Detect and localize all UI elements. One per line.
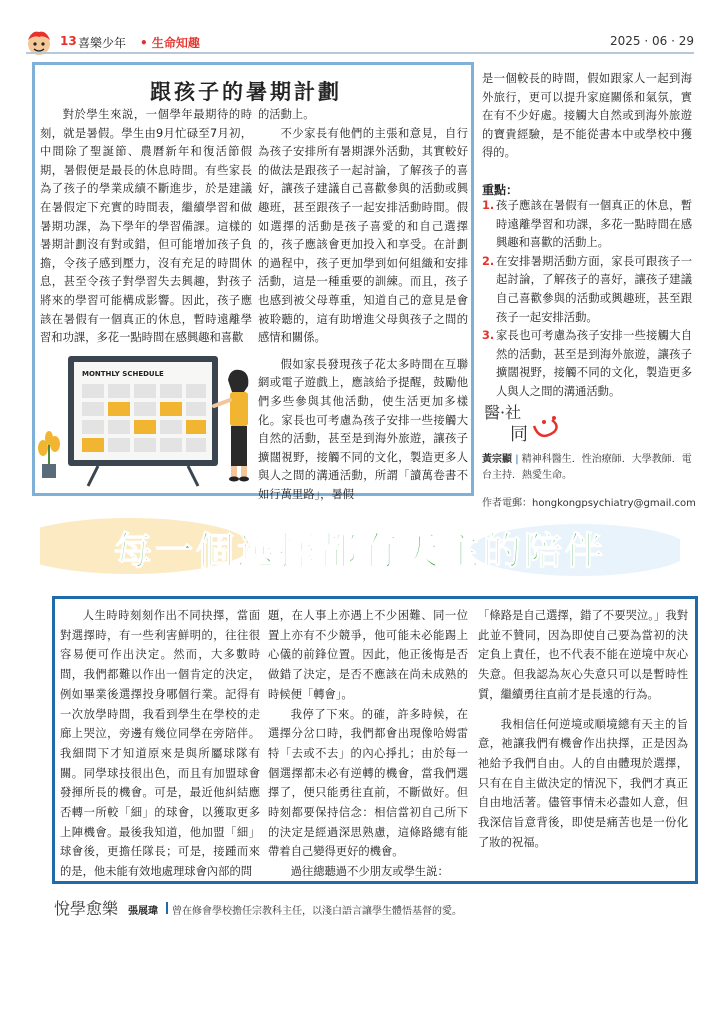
paragraph: 的活動上。	[258, 108, 315, 121]
key-points-list	[482, 197, 692, 402]
svg-text:醫·社: 醫·社	[484, 403, 522, 422]
key-point-number: 2.	[482, 254, 495, 268]
top-article-col1	[40, 106, 252, 348]
top-article-col3	[482, 70, 692, 163]
key-point-number: 3.	[482, 329, 495, 343]
column-logo	[52, 894, 126, 920]
key-point-text: 家長也可考慮為孩子安排一些接觸大自然的活動，甚至是到海外旅遊，讓孩子擴闊視野，接觸不同的文化，製造更多人與人之間的溝通活動。	[496, 329, 692, 398]
paragraph: 我停了下來。的確，許多時候，在選擇分岔口時，我們都會出現像哈姆雷特「去或不去」的內心掙扎；由於每一個選擇都未必有逆轉的機會，當我們選擇了，便只能勇往直前，不斷做好。但時刻都要保持信念：相信當初自己所下的決定是經過深思熟慮，這條路總有能帶着自己變得更好的機會。	[268, 707, 468, 859]
doctor-column-logo	[482, 396, 592, 446]
key-point-text: 在安排暑期活動方面，家長可跟孩子一起討論，了解孩子的喜好，讓孩子建議自己喜歡參與的活動或興趣班，甚至跟孩子一起安排活動。	[496, 254, 692, 324]
paragraph: 題，在人事上亦遇上不少困難、同一位置上亦有不少競爭，他可能未必能踢上心儀的前鋒位置。因此，他正後悔是否做錯了決定，是否不應該在尚未成熟的時候便「轉會」。	[268, 609, 468, 701]
paragraph: 不少家長有他們的主張和意見，自行為孩子安排所有暑期課外活動，其實較好的做法是跟孩子一起討論，了解孩子的喜好，讓孩子建議自己喜歡參與的活動或興趣班，甚至跟孩子一起安排活動時間。假如選擇的活動是孩子喜愛的和自己選擇的，孩子應該會更加投入和享受。在計劃的過程中，孩子更加學到如何組織和安排活動，這是一種重要的訓練。而且，孩子也感到被父母尊重，知道自己的意見是會被聆聽的，這有助增進父母與孩子之間的感情和關係。	[258, 126, 468, 345]
illustration-label: MONTHLY SCHEDULE	[82, 370, 164, 378]
paragraph: 對於學生來説，一個學年最期待的時刻，就是暑假。學生由9月忙碌至7月初，中間除了聖誕節、農曆新年和復活節假期，暑假便是最長的休息時間。有些家長為了孩子的學業成績不斷進步，於是建議在暑假定下充實的時間表，繼續學習和做暑期功課，為下學年的學習備課。這樣的暑期計劃沒有對或錯，但可能增加孩子負擔，令孩子感到壓力，沒有充足的時間休息，甚至令孩子對學習失去興趣，對孩子將來的學習可能構成影響。因此，孩子應該在暑假有一個真正的休息，暫時遠離學習和功課，多花一點時間在感興趣和喜歡	[40, 108, 252, 345]
header-divider	[26, 52, 694, 54]
paragraph: 我相信任何逆境或順境總有天主的旨意，祂讓我們有機會作出抉擇，正是因為祂給予我們自由。人的自由體現於選擇，只有在自主做決定的情況下，我們才真正自由地活著。儘管事情未必盡如人意，但我深信旨意背後，即使是痛苦也是一份化了妝的祝福。	[478, 717, 688, 849]
column-logo-text: 悅學愈樂	[54, 899, 119, 918]
key-point	[482, 327, 692, 401]
key-point	[482, 253, 692, 327]
paragraph: 人生時時刻刻作出不同抉擇，當面對選擇時，有一些利害鮮明的，往往很容易便可作出決定。然而，大多數時間，我們都難以作出一個肯定的決定，例如畢業後選擇投身哪個行業。記得有一次放學時間，我看到學生在學校的走廊上哭泣，旁邊有幾位同學在旁陪伴。我細問下才知道原來是與所屬球隊有關。同學球技很出色，而且有加盟球會發揮所長的機會。可是，最近他糾結應否轉一所較「細」的球會，以獲取更多上陣機會。最後我知道，他加盟「細」球會後，更擔任隊長；可是，接踵而來的是，他未能有效地處理球會內部的問	[60, 609, 260, 879]
author-name: 張展瑋	[128, 906, 158, 917]
issue-date: 2025 · 06 · 29	[610, 34, 694, 48]
paragraph: 「條路是自己選擇，錯了不要哭泣。」我對此並不贊同，因為即使自己要為當初的決定負上責任，也不代表不能在逆境中灰心失意。但我認為灰心失意只可以是暫時性質，繼續勇往直前才是長遠的行為。	[478, 609, 688, 701]
author-divider	[166, 902, 168, 914]
section-name: • 生命知趣	[140, 36, 200, 50]
bottom-article-col1	[60, 606, 260, 882]
publication-name: 喜樂少年	[78, 36, 127, 50]
doctor-name: 黃宗顯	[482, 454, 512, 465]
svg-text:同: 同	[510, 424, 528, 445]
doctor-title: 精神科醫生．性治療師．大學教師．電台主持．熱愛生命。	[482, 454, 692, 481]
bottom-article-col2	[268, 606, 468, 882]
top-article-title: 跟孩子的暑期計劃	[150, 79, 342, 104]
key-point-number: 1.	[482, 199, 495, 212]
doctor-info: 黃宗顯 | 精神科醫生．性治療師．大學教師．電台主持．熱愛生命。	[482, 454, 692, 481]
page-number: 13	[60, 34, 77, 48]
doctor-email: 作者電郵：hongkongpsychiatry@gmail.com	[482, 498, 696, 509]
paragraph: 是一個較長的時間，假如跟家人一起到海外旅行，更可以提升家庭關係和氣氛，實在有不少好處。接觸大自然或到海外旅遊的寶貴經驗，是不能從書本中或學校中獲得的。	[482, 72, 692, 160]
author-description: 曾在修會學校擔任宗教科主任，以淺白語言讓學生體悟基督的愛。	[172, 906, 462, 917]
top-article-col2	[258, 106, 468, 504]
bottom-article-col3	[478, 606, 688, 852]
banner-title	[40, 508, 680, 588]
banner-text: 每一個選擇都有天主的陪伴	[113, 529, 607, 573]
paragraph: 過往總聽過不少朋友或學生説：	[290, 865, 449, 879]
key-points-title: 重點：	[482, 183, 519, 197]
key-point	[482, 197, 692, 253]
schedule-illustration	[38, 352, 264, 490]
key-point-text: 孩子應該在暑假有一個真正的休息，暫時遠離學習和功課，多花一點時間在感興趣和喜歡的活動上。	[496, 199, 692, 250]
paragraph: 假如家長發現孩子花太多時間在互聯網或電子遊戲上，應該給予提醒，鼓勵他們多些參與其他活動，使生活更加多樣化。家長也可考慮為孩子安排一些接觸大自然的活動，甚至是到海外旅遊，讓孩子擴闊視野，接觸不同的文化，製造更多人與人之間的溝通活動，所謂「讀萬卷書不如行萬里路」，暑假	[258, 357, 468, 501]
page-header	[0, 0, 720, 58]
